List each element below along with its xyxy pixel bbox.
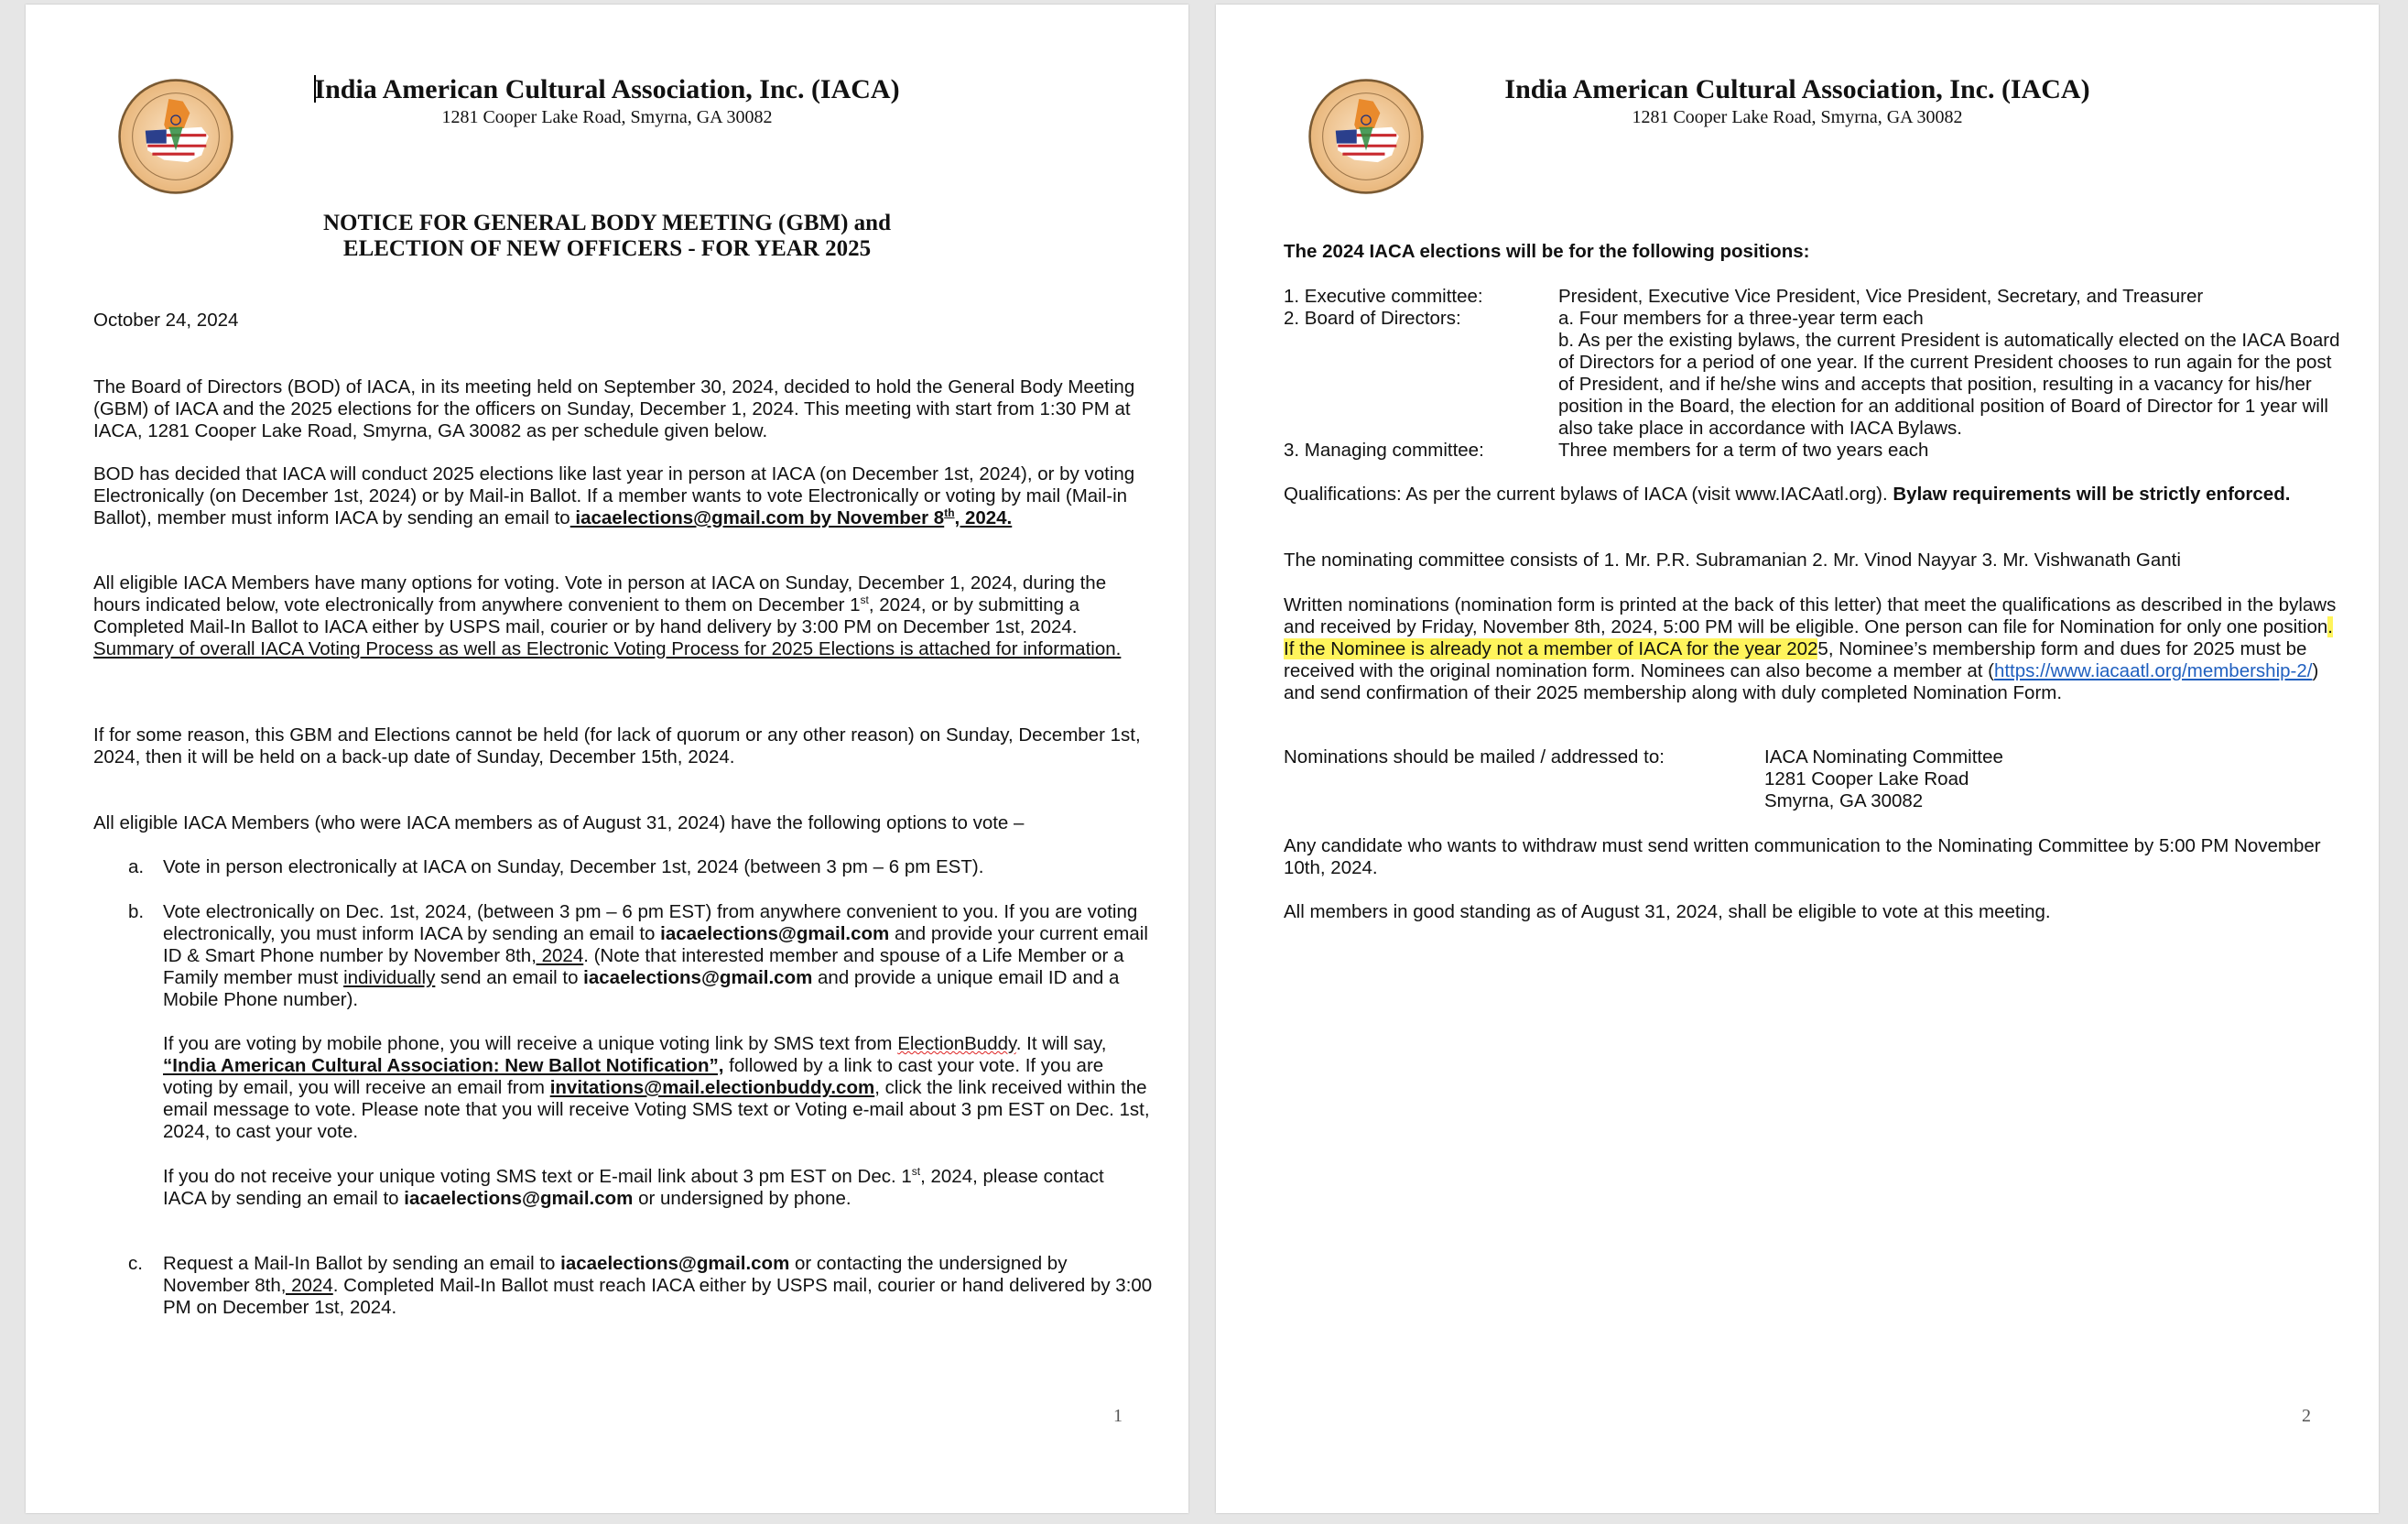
paragraph [93,812,1155,834]
mailing-label: Nominations should be mailed / addressed to: [1284,746,1665,767]
page-number: 2 [2302,1406,2311,1426]
address-line: Smyrna, GA 30082 [1764,790,1924,811]
text-run: All members in good standing as of August 31, 2024, shall be eligible to vote at this meeting. [1284,901,2051,922]
qualifications [1284,484,2346,506]
text-run: The Board of Directors (BOD) of IACA, in its meeting held on September 30, 2024, decided to hold the General Body Meeting (GBM) of IACA and the 2025 elections for the officers on Sunday, December 1, 2024. This meeting with start from 1:30 PM at IACA, 1281 Cooper Lake Road, Smyrna, GA 30082 as per schedule given below. [93,376,1135,441]
text-run: Any candidate who wants to withdraw must send written communication to the Nominating Committee by 5:00 PM November 10th, 2024. [1284,835,2321,878]
page-number: 1 [1113,1406,1123,1426]
eligibility-notice [1284,901,2346,923]
text-run: If you do not receive your unique voting SMS text or E-mail link about 3 pm EST on Dec. 1 [163,1166,912,1187]
text-run: . (Note that interested member and spouse of a Life Member or a Family member must [163,945,1124,988]
text-run: All eligible IACA Members have many options for voting. Vote in person at IACA on Sunday, December 1, 2024, during the hours indicated below, vote electronically from anywhere convenient to them on December 1 [93,572,1107,615]
position-detail-line: b. As per the existing bylaws, the current President is automatically elected on the IACA Board of Directors for a period of one year. If the current President chooses to run again for the post of President, and if he/she wins and accepts that position, resulting in a vacancy for his/her position in the Board, the election for an additional position of Board of Director for 1 year will also take place in accordance with IACA Bylaws. [1558,330,2340,439]
address-line: 1281 Cooper Lake Road [1764,768,1969,789]
option-c [128,1253,1154,1319]
document-page-1 [26,5,1188,1513]
text-run: If you are voting by mobile phone, you will receive a unique voting link by SMS text from [163,1033,898,1054]
paragraph [93,463,1155,529]
text-run: BOD has decided that IACA will conduct 2025 elections like last year in person at IACA (on December 1st, 2024), or by voting Electronically (on December 1st, 2024) or by Mail-in Ballot. If a member wants to vote Electronically or voting by mail (Mail-in Ballot), member must inform IACA by sending an email to [93,463,1135,528]
option-text [163,856,1154,878]
text-run: , 2024 [280,1275,333,1296]
text-run: ) and send confirmation of their 2025 membership along with duly completed Nomination Form. [1284,660,2319,703]
withdraw-notice [1284,835,2346,879]
text-run: st [911,1165,921,1179]
text-run: iacaelections@gmail.com by November 8 [569,507,945,528]
text-run: All eligible IACA Members (who were IACA members as of August 31, 2024) have the following options to vote – [93,812,1025,833]
letterhead-title: India American Cultural Association, Inc. (IACA) [1504,74,2090,104]
nominating-committee [1284,550,2346,572]
notice-line-1: NOTICE FOR GENERAL BODY MEETING (GBM) and [323,211,891,235]
position-row [1284,308,2346,440]
option-b [128,901,1154,1011]
org-name: India American Cultural Association, Inc. (IACA) [314,74,900,104]
paragraph [93,572,1155,660]
position-details [1558,308,2346,440]
list-marker: c. [128,1253,143,1274]
text-run: invitations@mail.electionbuddy.com [549,1077,875,1098]
letterhead-address: 1281 Cooper Lake Road, Smyrna, GA 30082 [441,107,773,127]
letter-date: October 24, 2024 [93,310,239,331]
text-run: individually [343,967,436,988]
text-run: ElectionBuddy [897,1033,1016,1054]
paragraph [93,724,1155,768]
text-run: . Completed Mail-In Ballot must reach IACA either by USPS mail, courier or hand delivered by 3:00 PM on December 1st, 2024. [163,1275,1153,1318]
document-page-2 [1216,5,2379,1513]
position-row [1284,440,2346,462]
text-run: Summary of overall IACA Voting Process as well as Electronic Voting Process for 2025 Elections is attached for information. [93,638,1122,659]
text-run: , click the link received within the email message to vote. Please note that you will receive Voting SMS text or Voting e-mail about 3 pm EST on Dec. 1st, 2024, to cast your vote. [163,1077,1150,1142]
text-run: , 2024. [954,507,1013,528]
text-run: or undersigned by phone. [633,1188,851,1209]
mailing-address [1284,746,2346,812]
positions-list [1284,286,2346,462]
position-details [1558,286,2346,308]
text-run: iacaelections@gmail.com [660,923,890,944]
text-run: Qualifications: As per the current bylaws of IACA (visit www.IACAatl.org). [1284,484,1893,505]
position-label: 1. Executive committee: [1284,286,1483,307]
option-b-detail [163,1166,1152,1210]
text-run: Written nominations (nomination form is printed at the back of this letter) that meet the qualifications as described in the bylaws and received by Friday, November 8th, 2024, 5:00 PM will be eligible. One person can file for Nomination for only one position [1284,594,2337,637]
text-run: . It will say, [1015,1033,1107,1054]
option-a [128,856,1154,878]
text-run: and provide a unique email ID and a Mobile Phone number). [163,967,1120,1010]
position-detail-line: Three members for a term of two years each [1558,440,1929,461]
letterhead-address: 1281 Cooper Lake Road, Smyrna, GA 30082 [1632,107,1963,127]
option-text [163,1253,1154,1319]
text-run: If for some reason, this GBM and Elections cannot be held (for lack of quorum or any other reason) on Sunday, December 1st, 2024, then it will be held on a back-up date of Sunday, December 15th, 2024. [93,724,1141,767]
text-run: , 2024 [531,945,584,966]
position-row [1284,286,2346,308]
text-run: iacaelections@gmail.com [560,1253,790,1274]
paragraph [93,376,1155,442]
position-detail-line: President, Executive Vice President, Vice President, Secretary, and Treasurer [1558,286,2204,307]
text-run: Vote in person electronically at IACA on Sunday, December 1st, 2024 (between 3 pm – 6 pm EST). [163,856,984,877]
text-run: iacaelections@gmail.com [583,967,813,988]
option-b-detail [163,1033,1152,1143]
written-nominations [1284,594,2346,704]
text-run: followed by a link to cast your vote. If you are voting by email, you will receive an email from [163,1055,1104,1098]
position-label: 2. Board of Directors: [1284,308,1461,329]
highlighted-text: . If the Nominee is already not a member of IACA for the year 202 [1284,616,2333,659]
position-detail-line: a. Four members for a three-year term each [1558,308,1924,329]
text-run: Request a Mail-In Ballot by sending an email to [163,1253,561,1274]
text-run: Vote electronically on Dec. 1st, 2024, (between 3 pm – 6 pm EST) from anywhere convenient to you. If you are voting electronically, you must inform IACA by sending an email to [163,901,1138,944]
position-details [1558,440,2346,462]
address-line: IACA Nominating Committee [1764,746,2003,767]
option-text [163,901,1154,1011]
position-label: 3. Managing committee: [1284,440,1484,461]
text-run: “India American Cultural Association: New Ballot Notification”, [163,1055,724,1076]
text-run: th [944,506,955,520]
letterhead-title [26,74,1188,105]
membership-link[interactable]: https://www.iacaatl.org/membership-2/ [1993,660,2313,681]
text-run: 5, Nominee’s membership form and dues for 2025 must be received with the original nomination form. Nominees can also become a member at ( [1284,638,2307,681]
text-run: , 2024, or by submitting a Completed Mail-In Ballot to IACA either by USPS mail, courier or by hand delivery by 3:00 PM on December 1st, 2024. [93,594,1080,637]
list-marker: b. [128,901,145,922]
mailing-address-lines [1764,746,2346,812]
notice-line-2: ELECTION OF NEW OFFICERS - FOR YEAR 2025 [342,236,872,261]
notice-heading [26,211,1188,262]
text-run: , 2024, please contact IACA by sending an email to [163,1166,1104,1209]
text-run: or contacting the undersigned by November 8th [163,1253,1068,1296]
text-run: Bylaw requirements will be strictly enforced. [1893,484,2291,505]
text-run: st [860,593,869,607]
positions-heading: The 2024 IACA elections will be for the following positions: [1284,241,1810,262]
list-marker: a. [128,856,145,877]
text-run: The nominating committee consists of 1. Mr. P.R. Subramanian 2. Mr. Vinod Nayyar 3. Mr. Vishwanath Ganti [1284,550,2181,571]
text-run: send an email to [435,967,584,988]
text-run: iacaelections@gmail.com [404,1188,634,1209]
text-run: and provide your current email ID & Smart Phone number by November 8th [163,923,1148,966]
